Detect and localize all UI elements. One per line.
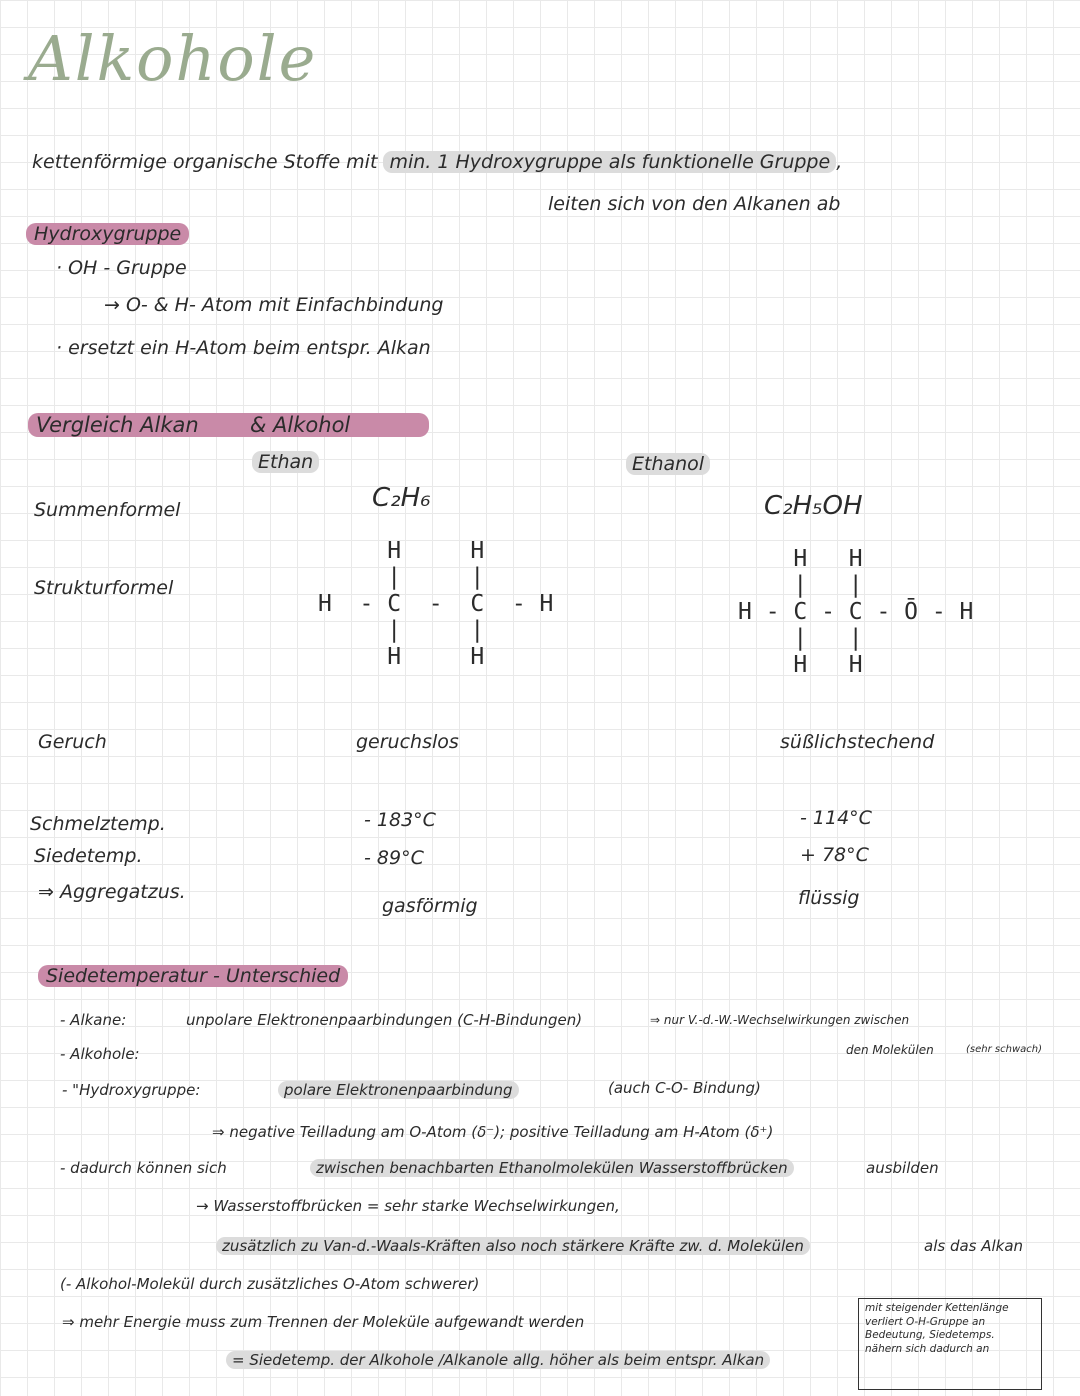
row-label-strukturformel: Strukturformel [34, 577, 174, 599]
comparison-heading [28, 414, 429, 437]
siede-conclusion [226, 1352, 770, 1369]
siede-heading [38, 966, 348, 987]
siede-co-bond: (auch C-O- Bindung) [608, 1079, 761, 1097]
col-header-ethanol [626, 454, 710, 475]
siede-alkane-vdw: ⇒ nur V.-d.-W.-Wechselwirkungen zwischen [650, 1013, 910, 1027]
siede-alkane-mol: den Molekülen [846, 1043, 934, 1057]
page-title: Alkohole [28, 22, 318, 95]
ethan-schmelz: - 183°C [364, 809, 436, 831]
row-label-siede: Siedetemp. [34, 845, 143, 867]
hydroxy-heading [26, 224, 189, 245]
ethanol-schmelz: - 114°C [800, 807, 872, 829]
ethanol-formula: C₂H₅OH [764, 491, 863, 521]
ethan-geruch: geruchslos [356, 731, 459, 753]
row-label-geruch: Geruch [38, 731, 107, 753]
siede-polar [278, 1082, 519, 1099]
intro-text: kettenförmige organische Stoffe mit [32, 151, 378, 173]
hydroxy-line-1: · OH - Gruppe [56, 257, 187, 279]
siede-alkohole-label: - Alkohole: [60, 1045, 140, 1063]
intro-highlight: min. 1 Hydroxygruppe als funktionelle Gruppe [383, 151, 836, 173]
siede-brueckenstark: → Wasserstoffbrücken = sehr starke Wechselwirkungen, [196, 1197, 620, 1215]
siede-polar-text: polare Elektronenpaarbindung [278, 1081, 519, 1099]
siede-zusaetzlich [216, 1238, 810, 1255]
siede-zusaetzlich-text: zusätzlich zu Van-d.-Waals-Kräften also noch stärkere Kräfte zw. d. Molekülen [216, 1237, 810, 1255]
col-ethan-text: Ethan [252, 451, 319, 473]
ethanol-geruch: süßlichstechend [780, 731, 935, 753]
intro-line-1 [32, 152, 842, 173]
ethan-aggregat: gasförmig [382, 895, 478, 917]
hydroxy-heading-text: Hydroxygruppe [26, 223, 189, 245]
comparison-heading-b: & Alkohol [250, 413, 351, 437]
siede-wasserstoff [310, 1160, 794, 1177]
col-ethanol-text: Ethanol [626, 453, 710, 475]
siede-hydroxy-label: - "Hydroxygruppe: [62, 1081, 201, 1099]
ethanol-siede: + 78°C [800, 844, 869, 866]
siede-alkane-weak: (sehr schwach) [966, 1044, 1042, 1055]
row-label-schmelz: Schmelztemp. [30, 813, 166, 835]
ethan-structure: H H | | H - C - C - H | | H H [318, 538, 554, 670]
comparison-heading-a: Vergleich Alkan [28, 413, 429, 437]
siede-alkane-text: unpolare Elektronenpaarbindungen (C-H-Bindungen) [186, 1011, 583, 1029]
siede-schwerer: (- Alkohol-Molekül durch zusätzliches O-Atom schwerer) [60, 1275, 480, 1293]
intro-line-2: leiten sich von den Alkanen ab [548, 193, 841, 215]
siede-heading-text: Siedetemperatur - Unterschied [38, 965, 348, 987]
siede-alkane-label: - Alkane: [60, 1011, 127, 1029]
row-label-aggregat: ⇒ Aggregatzus. [38, 881, 186, 903]
hydroxy-line-2: → O- & H- Atom mit Einfachbindung [104, 294, 444, 316]
siede-ausbilden: ausbilden [866, 1159, 939, 1177]
siede-wasserstoff-text: zwischen benachbarten Ethanolmolekülen Wasserstoffbrücken [310, 1159, 794, 1177]
siede-conclusion-text: = Siedetemp. der Alkohole /Alkanole allg. höher als beim entspr. Alkan [226, 1351, 770, 1369]
siede-teilladung: ⇒ negative Teilladung am O-Atom (δ⁻); positive Teilladung am H-Atom (δ⁺) [212, 1123, 774, 1141]
ethan-formula: C₂H₆ [372, 483, 431, 513]
siede-als-alkan: als das Alkan [924, 1237, 1024, 1255]
hydroxy-line-3: · ersetzt ein H-Atom beim entspr. Alkan [56, 337, 431, 359]
ethan-siede: - 89°C [364, 847, 424, 869]
row-label-summenformel: Summenformel [34, 499, 181, 521]
col-header-ethan [252, 452, 319, 473]
ethanol-structure: H H | | H - C - C - Ō - H | | H H [738, 546, 974, 678]
siede-dadurch: - dadurch können sich [60, 1159, 227, 1177]
siede-energie: ⇒ mehr Energie muss zum Trennen der Moleküle aufgewandt werden [62, 1313, 585, 1331]
side-note: mit steigender Kettenlänge verliert O-H-Gruppe an Bedeutung, Siedetemps. nähern sich dadurch an [858, 1298, 1042, 1390]
intro-comma: , [836, 151, 843, 173]
ethanol-aggregat: flüssig [798, 887, 860, 909]
